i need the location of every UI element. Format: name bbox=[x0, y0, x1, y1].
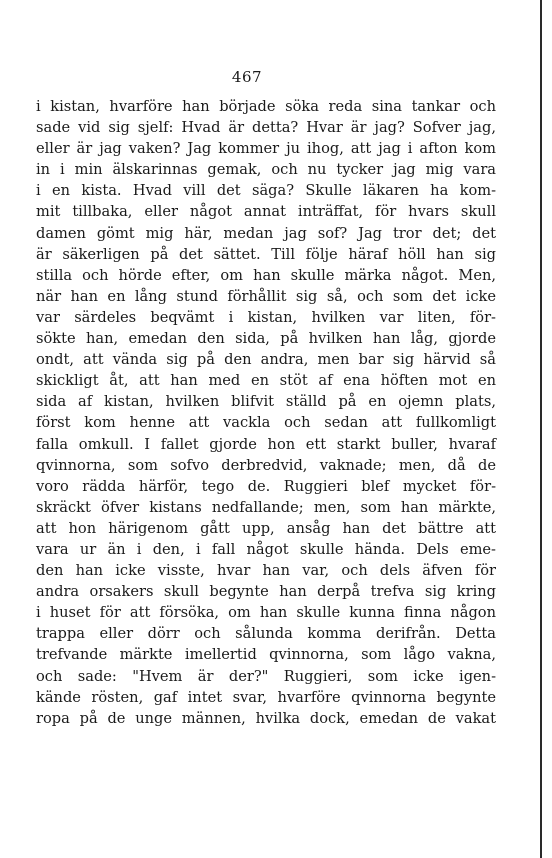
text-line: eller är jag vaken? Jag kommer ju ihog, att jag i afton kom bbox=[36, 140, 496, 158]
text-line: vara ur än i den, i fall något skulle hända. Dels eme- bbox=[36, 540, 496, 558]
text-line: i huset för att försöka, om han skulle kunna finna någon bbox=[36, 604, 496, 622]
text-line: i en kista. Hvad vill det säga? Skulle läkaren ha kom- bbox=[36, 182, 496, 200]
text-line: ondt, att vända sig på den andra, men bar sig härvid så bbox=[36, 351, 496, 369]
text-line: var särdeles beqvämt i kistan, hvilken var liten, för- bbox=[36, 308, 496, 326]
text-line: först kom henne att vackla och sedan att fullkomligt bbox=[36, 414, 496, 432]
text-line: damen gömt mig här, medan jag sof? Jag tror det; det bbox=[36, 224, 496, 242]
text-line: och sade: "Hvem är der?" Ruggieri, som icke igen- bbox=[36, 667, 496, 685]
text-line: in i min älskarinnas gemak, och nu tycker jag mig vara bbox=[36, 161, 496, 179]
text-line: sökte han, emedan den sida, på hvilken han låg, gjorde bbox=[36, 330, 496, 348]
text-line: den han icke visste, hvar han var, och dels äfven för bbox=[36, 562, 496, 580]
text-line: ropa på de unge männen, hvilka dock, emedan de vakat bbox=[36, 709, 496, 727]
text-line: att hon härigenom gått upp, ansåg han det bättre att bbox=[36, 519, 496, 537]
text-line: mit tillbaka, eller något annat inträffat, för hvars skull bbox=[36, 203, 496, 221]
text-line: falla omkull. I fallet gjorde hon ett starkt buller, hvaraf bbox=[36, 435, 496, 453]
text-line: trefvande märkte imellertid qvinnorna, som lågo vakna, bbox=[36, 646, 496, 664]
page-number: 467 bbox=[231, 68, 263, 86]
text-line: skickligt åt, att han med en stöt af ena höften mot en bbox=[36, 372, 496, 390]
text-line: kände rösten, gaf intet svar, hvarföre qvinnorna begynte bbox=[36, 688, 496, 706]
text-line: stilla och hörde efter, om han skulle märka något. Men, bbox=[36, 266, 496, 284]
text-line: trappa eller dörr och sålunda komma derifrån. Detta bbox=[36, 625, 496, 643]
page-edge-line bbox=[540, 0, 542, 858]
text-line: när han en lång stund förhållit sig så, och som det icke bbox=[36, 287, 496, 305]
text-line: qvinnorna, som sofvo derbredvid, vaknade; men, då de bbox=[36, 456, 496, 474]
text-line: i kistan, hvarföre han började söka reda sina tankar och bbox=[36, 98, 496, 115]
text-line: är säkerligen på det sättet. Till följe häraf höll han sig bbox=[36, 245, 496, 263]
text-line: andra orsakers skull begynte han derpå trefva sig kring bbox=[36, 583, 496, 601]
text-line: voro rädda härför, tego de. Ruggieri blef mycket för- bbox=[36, 477, 496, 495]
text-line: sade vid sig sjelf: Hvad är detta? Hvar är jag? Sofver jag, bbox=[36, 119, 496, 137]
text-line: skräckt öfver kistans nedfallande; men, som han märkte, bbox=[36, 498, 496, 516]
text-line: sida af kistan, hvilken blifvit ställd på en ojemn plats, bbox=[36, 393, 496, 411]
body-text bbox=[36, 96, 496, 729]
